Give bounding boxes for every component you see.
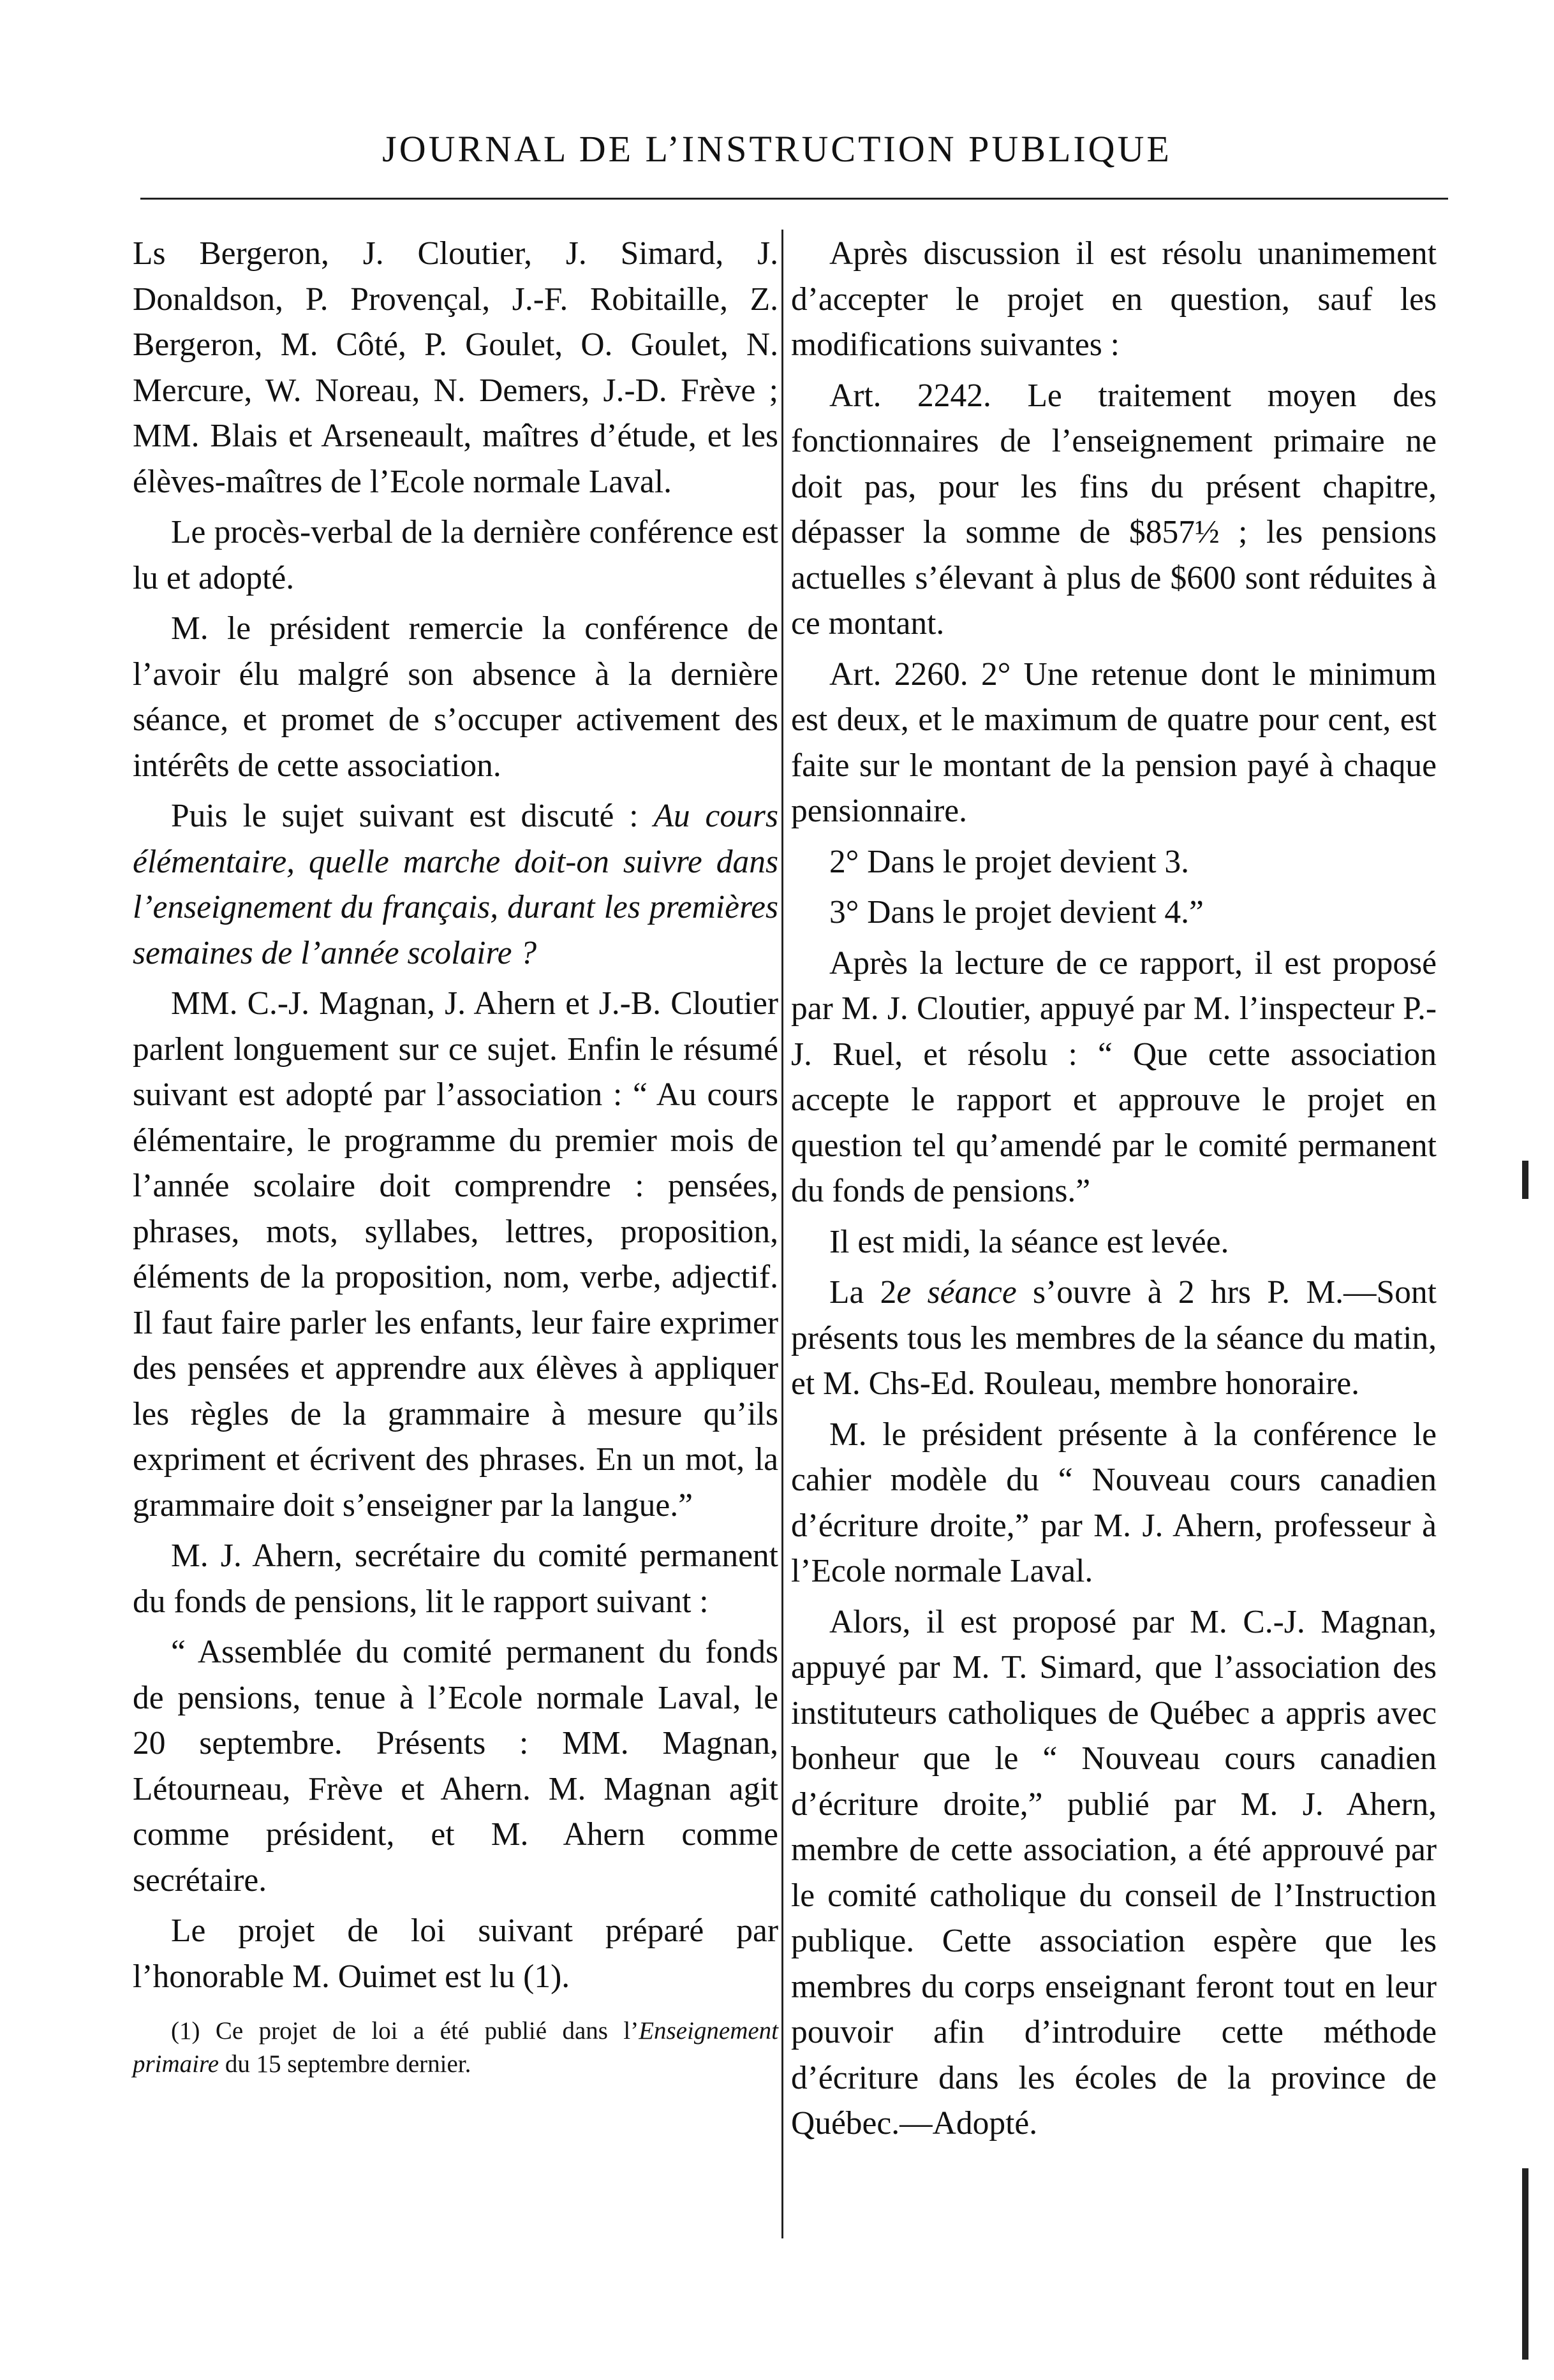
article-2260-paragraph: Art. 2260. 2° Une retenue dont le minimum est deux, et le maximum de quatre pour cent, est faite sur le montant de la pension payé à chaque pensionnaire. (791, 656, 1437, 829)
second-session-lead: La 2 (829, 1274, 897, 1311)
noon-paragraph: Il est midi, la séance est levée. (829, 1223, 1229, 1260)
secretary-paragraph: M. J. Ahern, secrétaire du comité permanent du fonds de pensions, lit le rapport suivant : (133, 1538, 778, 1620)
footnote-italic: Enseignement primaire (133, 2017, 778, 2078)
footnote-tail: du 15 septembre dernier. (219, 2050, 471, 2078)
minutes-paragraph: Le procès-verbal de la dernière conférence est lu et adopté. (133, 514, 778, 596)
subject-title: Au cours élémentaire, quelle marche doit-on suivre dans l’enseignement du français, durant les premières semaines de l’année scolaire ? (133, 798, 778, 971)
right-column (791, 231, 1437, 2152)
page-header: JOURNAL DE L’INSTRUCTION PUBLIQUE (382, 128, 1172, 170)
margin-mark (1522, 2168, 1528, 2360)
discussion-paragraph: MM. C.-J. Magnan, J. Ahern et J.-B. Cloutier parlent longuement sur ce sujet. Enfin le résumé suivant est adopté par l’association : “ Au cours élémentaire, le programme du premier mois de l’année scolaire doit comprendre : pensées, phrases, mots, syllabes, lettres, proposition, éléments de la proposition, nom, verbe, adjectif. Il faut faire parler les enfants, leur faire exprimer des pensées et apprendre aux élèves à appliquer les règles de la grammaire à mesure qu’ils expriment et écrivent des phrases. En un mot, la grammaire doit s’enseigner par la langue.” (133, 985, 778, 1524)
assembly-paragraph: “ Assemblée du comité permanent du fonds de pensions, tenue à l’Ecole normale Laval, le 20 septembre. Présents : MM. Magnan, Létourneau, Frève et Ahern. M. Magnan agit comme président, et M. Ahern comme secrétaire. (133, 1634, 778, 1899)
bill-paragraph: Le projet de loi suivant préparé par l’honorable M. Ouimet est lu (1). (133, 1913, 778, 1995)
article-2242-paragraph: Art. 2242. Le traitement moyen des fonctionnaires de l’enseignement primaire ne doit pas, pour les fins du présent chapitre, dépasser la somme de $857½ ; les pensions actuelles s’élevant à plus de $600 sont réduites à ce montant. (791, 377, 1437, 642)
subject-paragraph (133, 793, 778, 976)
second-session-e: e (896, 1274, 912, 1311)
left-column (133, 231, 778, 2081)
president-paragraph: M. le président remercie la conférence de l’avoir élu malgré son absence à la dernière séance, et promet de s’occuper activement des intérêts de cette association. (133, 610, 778, 784)
handwriting-course-paragraph: M. le président présente à la conférence le cahier modèle du “ Nouveau cours canadien d’écriture droite,” par M. J. Ahern, professeur à l’Ecole normale Laval. (791, 1416, 1437, 1589)
column-divider (781, 230, 783, 2238)
resolution-paragraph: Après discussion il est résolu unanimement d’accepter le projet en question, sauf les modifications suivantes : (791, 235, 1437, 363)
amendment-4-paragraph: 3° Dans le projet devient 4.” (829, 894, 1204, 930)
footnote (133, 2015, 778, 2081)
header-rule (140, 198, 1448, 200)
footnote-lead: (1) Ce projet de loi a été publié dans l’ (171, 2017, 639, 2045)
amendment-3-paragraph: 2° Dans le projet devient 3. (829, 843, 1190, 880)
second-session-tail: s’ouvre à 2 hrs P. M.—Sont présents tous les membres de la séance du matin, et M. Chs-Ed. Rouleau, membre honoraire. (791, 1274, 1437, 1402)
attendees-paragraph: Ls Bergeron, J. Cloutier, J. Simard, J. Donaldson, P. Provençal, J.-F. Robitaille, Z. Bergeron, M. Côté, P. Goulet, O. Goulet, N. Mercure, W. Noreau, N. Demers, J.-D. Frève ; MM. Blais et Arseneault, maîtres d’étude, et les élèves-maîtres de l’Ecole normale Laval. (133, 235, 778, 500)
margin-mark (1522, 1161, 1528, 1199)
subject-lead: Puis le sujet suivant est discuté : (171, 798, 639, 834)
second-session-paragraph (791, 1270, 1437, 1407)
second-session-italic: séance (911, 1274, 1017, 1311)
report-adoption-paragraph: Après la lecture de ce rapport, il est proposé par M. J. Cloutier, appuyé par M. l’inspecteur P.-J. Ruel, et résolu : “ Que cette association accepte le rapport et approuve le projet en question tel qu’amendé par le comité permanent du fonds de pensions.” (791, 944, 1437, 1209)
motion-paragraph: Alors, il est proposé par M. C.-J. Magnan, appuyé par M. T. Simard, que l’association des instituteurs catholiques de Québec a appris avec bonheur que le “ Nouveau cours canadien d’écriture droite,” publié par M. J. Ahern, membre de cette association, a été approuvé par le comité catholique du conseil de l’Instruction publique. Cette association espère que les membres du corps enseignant feront tout en leur pouvoir afin d’introduire cette méthode d’écriture dans les écoles de la province de Québec.—Adopté. (791, 1603, 1437, 2141)
